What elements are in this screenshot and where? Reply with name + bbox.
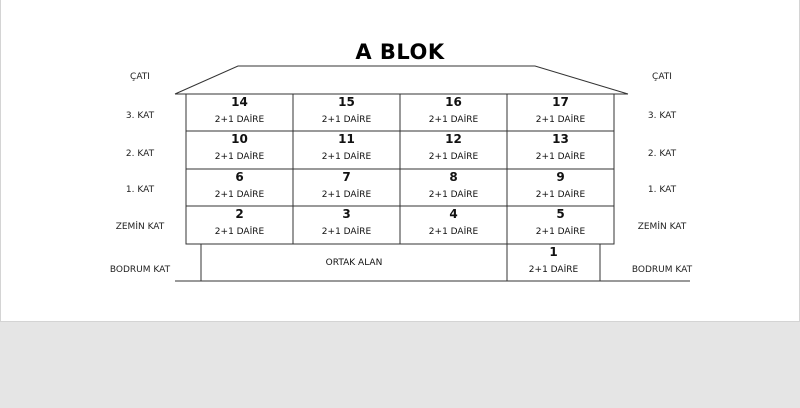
unit-cell xyxy=(186,206,293,243)
unit-number: 6 xyxy=(235,170,244,184)
floor-label-ground-right: ZEMİN KAT xyxy=(637,222,687,232)
floor-label-ground-left: ZEMİN KAT xyxy=(115,222,165,232)
unit-number: 11 xyxy=(338,132,355,146)
unit-cell xyxy=(507,206,614,243)
unit-cell xyxy=(186,169,293,206)
unit-number: 10 xyxy=(231,132,248,146)
unit-number: 3 xyxy=(342,207,351,221)
unit-type: 2+1 DAİRE xyxy=(528,265,579,275)
unit-number: 8 xyxy=(449,170,458,184)
unit-type: 2+1 DAİRE xyxy=(214,190,265,200)
floor-label-basement-right: BODRUM KAT xyxy=(631,265,693,275)
floor-label-1-left: 1. KAT xyxy=(125,185,155,195)
unit-number: 5 xyxy=(556,207,565,221)
unit-number: 4 xyxy=(449,207,458,221)
floor-label-3-left: 3. KAT xyxy=(125,111,155,121)
unit-number: 9 xyxy=(556,170,565,184)
unit-type: 2+1 DAİRE xyxy=(214,227,265,237)
unit-number: 13 xyxy=(552,132,569,146)
unit-type: 2+1 DAİRE xyxy=(535,115,586,125)
unit-type: 2+1 DAİRE xyxy=(428,190,479,200)
unit-type: 2+1 DAİRE xyxy=(535,152,586,162)
unit-number: 7 xyxy=(342,170,351,184)
common-area-label: ORTAK ALAN xyxy=(325,258,383,268)
unit-cell xyxy=(293,94,400,131)
unit-number: 15 xyxy=(338,95,355,109)
unit-cell xyxy=(186,94,293,131)
unit-cell xyxy=(186,131,293,168)
unit-number: 14 xyxy=(231,95,248,109)
floor-label-1-right: 1. KAT xyxy=(647,185,677,195)
floor-label-2-left: 2. KAT xyxy=(125,149,155,159)
unit-cell xyxy=(293,169,400,206)
unit-type: 2+1 DAİRE xyxy=(321,227,372,237)
unit-cell xyxy=(507,131,614,168)
floor-label-basement-left: BODRUM KAT xyxy=(109,265,171,275)
unit-number: 1 xyxy=(549,245,558,259)
unit-cell xyxy=(507,169,614,206)
unit-number: 17 xyxy=(552,95,569,109)
unit-type: 2+1 DAİRE xyxy=(214,115,265,125)
unit-type: 2+1 DAİRE xyxy=(321,152,372,162)
unit-type: 2+1 DAİRE xyxy=(321,190,372,200)
floor-label-roof-left: ÇATI xyxy=(130,72,150,82)
unit-cell xyxy=(400,94,507,131)
floor-label-roof-right: ÇATI xyxy=(652,72,672,82)
floor-label-2-right: 2. KAT xyxy=(647,149,677,159)
unit-cell xyxy=(400,206,507,243)
unit-cell xyxy=(293,206,400,243)
unit-number: 12 xyxy=(445,132,462,146)
unit-number: 16 xyxy=(445,95,462,109)
unit-cell xyxy=(293,131,400,168)
unit-cell xyxy=(507,94,614,131)
unit-type: 2+1 DAİRE xyxy=(535,227,586,237)
unit-cell xyxy=(400,131,507,168)
unit-type: 2+1 DAİRE xyxy=(428,152,479,162)
floor-label-3-right: 3. KAT xyxy=(647,111,677,121)
unit-type: 2+1 DAİRE xyxy=(214,152,265,162)
unit-type: 2+1 DAİRE xyxy=(321,115,372,125)
unit-number: 2 xyxy=(235,207,244,221)
unit-type: 2+1 DAİRE xyxy=(535,190,586,200)
unit-type: 2+1 DAİRE xyxy=(428,227,479,237)
unit-type: 2+1 DAİRE xyxy=(428,115,479,125)
unit-cell-basement xyxy=(500,244,607,281)
block-title: A BLOK xyxy=(355,40,445,64)
unit-cell xyxy=(400,169,507,206)
